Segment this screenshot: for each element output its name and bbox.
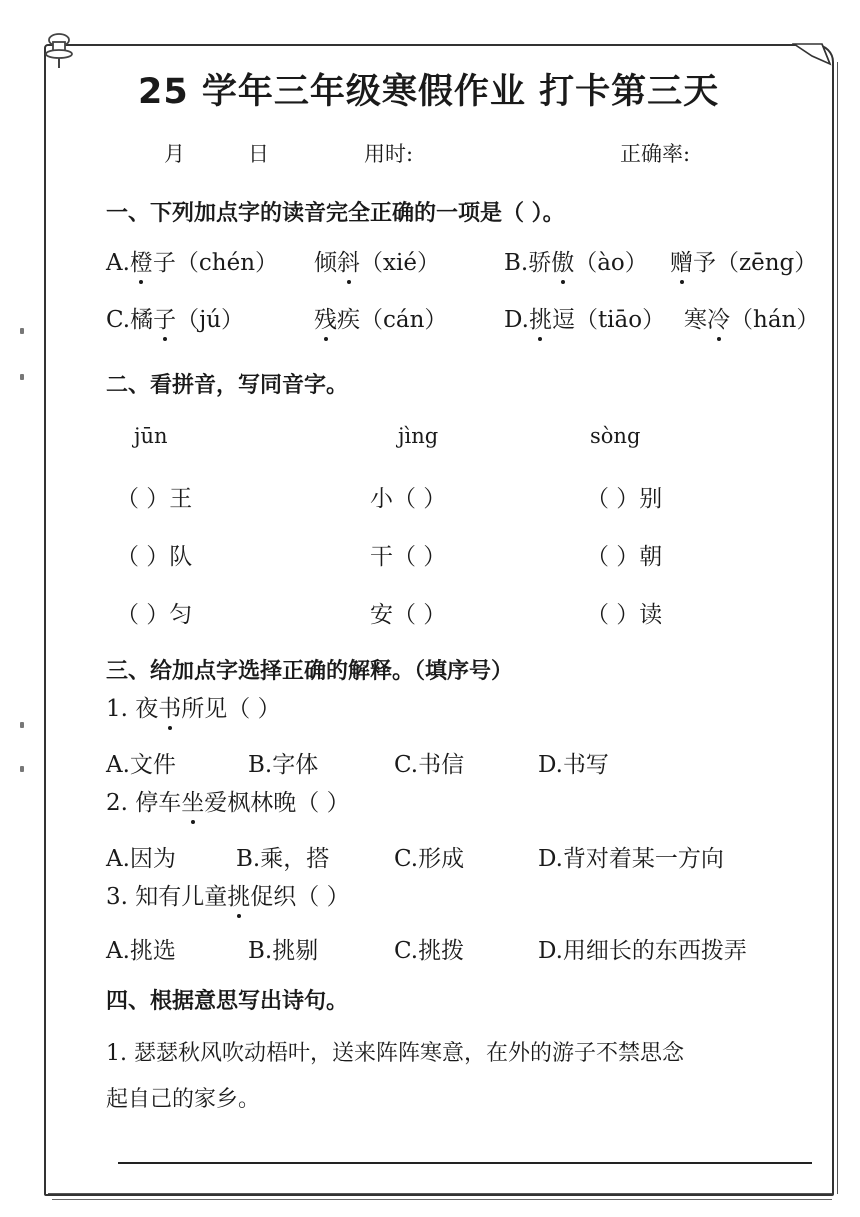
- option-d-word2: [684, 301, 819, 334]
- choice: D.书写: [538, 752, 609, 778]
- day-label: 日: [248, 142, 269, 166]
- dotted-char: 赠: [670, 244, 693, 277]
- page-title: 25 学年三年级寒假作业 打卡第三天: [138, 72, 720, 112]
- question-text: 3. 知有儿童: [106, 884, 228, 910]
- dotted-char: 书: [158, 690, 181, 723]
- pinyin-text: （tiāo）: [574, 307, 666, 333]
- dotted-char: 残: [314, 301, 337, 334]
- time-used-label: 用时:: [364, 142, 414, 166]
- choice: C.书信: [394, 752, 465, 778]
- option-c: [106, 301, 244, 334]
- pinyin-text: （ào）: [574, 250, 648, 276]
- poem-meaning-line: 1. 瑟瑟秋风吹动梧叶，送来阵阵寒意，在外的游子不禁思念: [106, 1041, 684, 1066]
- margin-mark: [20, 328, 24, 334]
- dotted-char: 挑: [529, 301, 552, 334]
- option-letter: D.: [504, 307, 529, 333]
- word-char: 疾: [337, 307, 360, 333]
- choice: C.形成: [394, 846, 465, 872]
- word-char: 骄: [528, 250, 552, 276]
- dotted-char: 坐: [181, 784, 204, 817]
- option-letter: C.: [106, 307, 131, 333]
- fill-blank-item: （ ）王: [116, 486, 193, 512]
- option-c-word2: [314, 301, 447, 334]
- choice: C.挑拨: [394, 938, 465, 964]
- question-2: [106, 784, 350, 817]
- option-a-word2: [314, 244, 440, 277]
- question-3: [106, 878, 350, 911]
- choice: B.乘，搭: [236, 846, 330, 872]
- pinyin-text: （xié）: [360, 250, 440, 276]
- question-text: 2. 停车: [106, 790, 182, 816]
- month-label: 月: [164, 142, 185, 166]
- fill-blank-item: （ ）读: [586, 602, 663, 628]
- dotted-char: 橙: [130, 244, 153, 277]
- fill-blank-item: 干（ ）: [370, 544, 447, 570]
- question-text: 所见（ ）: [181, 696, 281, 722]
- section2-heading: 二、看拼音，写同音字。: [106, 373, 349, 398]
- choice: D.背对着某一方向: [538, 846, 724, 872]
- pinyin-label: jìng: [398, 424, 439, 448]
- option-d: [504, 301, 665, 334]
- choice: A.文件: [106, 752, 176, 778]
- option-b-word2: [670, 244, 817, 277]
- dotted-char: 挑: [227, 878, 250, 911]
- word-char: 子: [152, 250, 176, 276]
- dotted-char: 冷: [707, 301, 730, 334]
- pinyin-text: （hán）: [730, 307, 820, 333]
- accuracy-label: 正确率:: [620, 142, 691, 166]
- word-char: 橘: [130, 307, 154, 333]
- fill-blank-item: （ ）队: [116, 544, 193, 570]
- margin-mark: [20, 722, 24, 728]
- word-char: 予: [693, 250, 716, 276]
- fill-blank-item: 小（ ）: [370, 486, 447, 512]
- choice: B.字体: [248, 752, 319, 778]
- pinyin-label: sòng: [590, 424, 641, 448]
- dotted-char: 斜: [337, 244, 360, 277]
- section1-heading: 一、下列加点字的读音完全正确的一项是（ ）。: [106, 201, 565, 226]
- dotted-char: 傲: [551, 244, 574, 277]
- question-text: 1. 夜: [106, 696, 159, 722]
- pinyin-label: jūn: [134, 424, 168, 448]
- pinyin-text: （cán）: [360, 307, 448, 333]
- choice: D.用细长的东西拨弄: [538, 938, 747, 964]
- option-b: [504, 244, 648, 277]
- question-text: 爱枫林晚（ ）: [204, 790, 350, 816]
- question-text: 促织（ ）: [250, 884, 350, 910]
- dotted-char: 子: [153, 301, 176, 334]
- section3-heading: 三、给加点字选择正确的解释。（填序号）: [106, 659, 514, 684]
- fill-blank-item: （ ）别: [586, 486, 663, 512]
- word-char: 寒: [684, 307, 707, 333]
- folded-corner-icon: [792, 40, 832, 72]
- section4-heading: 四、根据意思写出诗句。: [106, 989, 349, 1014]
- fill-blank-item: （ ）朝: [586, 544, 663, 570]
- paper-edge: [48, 1190, 832, 1194]
- option-letter: B.: [504, 250, 529, 276]
- fill-blank-item: 安（ ）: [370, 602, 447, 628]
- paper-edge: [834, 62, 838, 1194]
- margin-mark: [20, 766, 24, 772]
- poem-meaning-line: 起自己的家乡。: [106, 1087, 261, 1112]
- paper-edge: [52, 1196, 832, 1200]
- pinyin-text: （chén）: [175, 250, 279, 276]
- word-char: 逗: [551, 307, 575, 333]
- choice: B.挑剔: [248, 938, 319, 964]
- choice: A.挑选: [106, 938, 176, 964]
- fill-blank-item: （ ）匀: [116, 602, 193, 628]
- answer-line[interactable]: [118, 1162, 812, 1164]
- word-char: 倾: [314, 250, 337, 276]
- pushpin-icon: [42, 30, 76, 70]
- choice: A.因为: [106, 846, 176, 872]
- option-letter: A.: [106, 250, 130, 276]
- pinyin-text: （jú）: [176, 307, 245, 333]
- pinyin-text: （zēng）: [716, 250, 818, 276]
- option-a: [106, 244, 278, 277]
- question-1: [106, 690, 281, 723]
- margin-mark: [20, 374, 24, 380]
